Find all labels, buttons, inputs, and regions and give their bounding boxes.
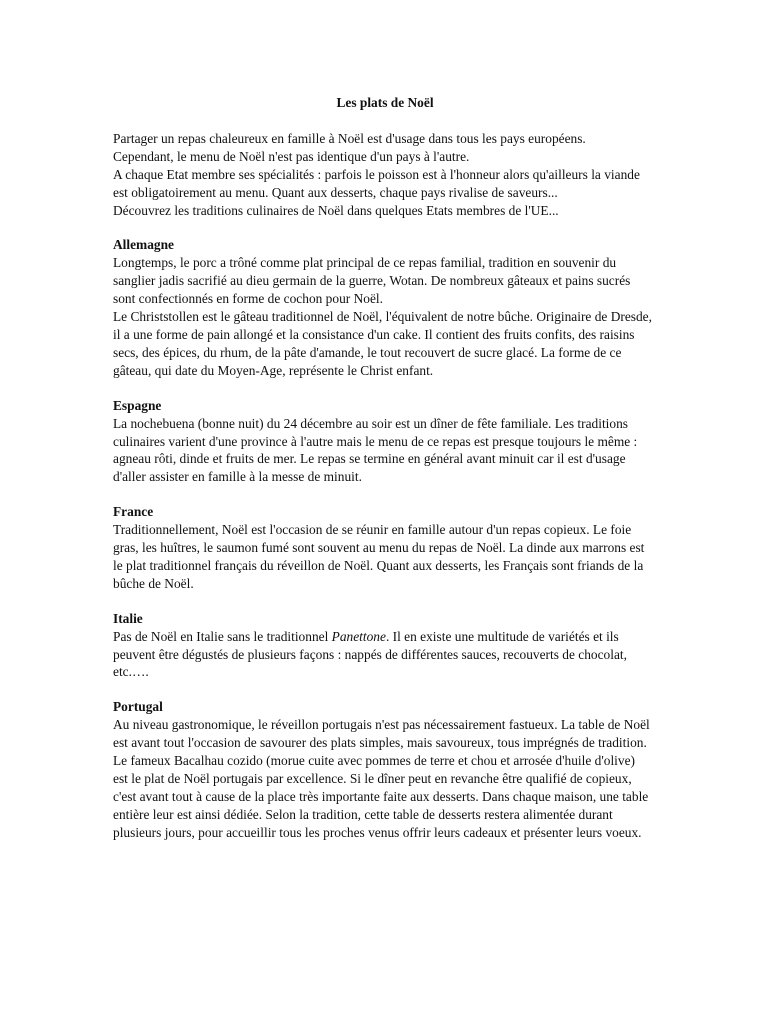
section-paragraph (113, 628, 653, 682)
section-heading: France (113, 504, 154, 520)
intro-block (113, 130, 653, 220)
document-title: Les plats de Noël (336, 95, 434, 110)
intro-paragraph: Partager un repas chaleureux en famille à Noël est d'usage dans tous les pays européens. (113, 130, 586, 146)
section-allemagne (113, 236, 653, 379)
section-heading: Italie (113, 610, 143, 626)
section-paragraph: Longtemps, le porc a trôné comme plat principal de ce repas familial, tradition en souvenir du sanglier jadis sacrifié au dieu germain de la guerre, Wotan. De nombreux gâteaux et pains sucrés sont confectionnés en forme de cochon pour Noël. (113, 255, 631, 307)
section-heading: Allemagne (113, 237, 174, 253)
section-italie (113, 610, 653, 682)
section-france (113, 503, 653, 593)
document-body (113, 94, 653, 842)
text-run: . Il en existe une multitude de variétés et ils peuvent être dégustés de plusieurs façons : nappés de différentes sauces, recouverts de chocolat, etc.…. (113, 628, 627, 680)
section-portugal (113, 698, 653, 841)
intro-paragraph: Découvrez les traditions culinaires de Noël dans quelques Etats membres de l'UE... (113, 202, 559, 218)
emphasized-term: Panettone (331, 628, 386, 644)
section-heading: Portugal (113, 699, 163, 715)
section-paragraph: La nochebuena (bonne nuit) du 24 décembre au soir est un dîner de fête familiale. Les traditions culinaires varient d'une province à l'autre mais le menu de ce repas est presque toujours le même : agneau rôti, dinde et fruits de mer. Le repas se termine en général avant minuit car il est d'usage d'aller assister en famille à la messe de minuit. (113, 415, 638, 485)
intro-paragraph: A chaque Etat membre ses spécialités : parfois le poisson est à l'honneur alors qu'ailleurs la viande est obligatoirement au menu. Quant aux desserts, chaque pays rivalise de saveurs... (113, 166, 640, 200)
text-run: Pas de Noël en Italie sans le traditionnel (113, 628, 332, 644)
intro-paragraph: Cependant, le menu de Noël n'est pas identique d'un pays à l'autre. (113, 148, 470, 164)
section-heading: Espagne (113, 397, 162, 413)
section-espagne (113, 397, 653, 487)
section-paragraph: Au niveau gastronomique, le réveillon portugais n'est pas nécessairement fastueux. La table de Noël est avant tout l'occasion de savourer des plats simples, mais savoureux, tous imprégnés de tradition. Le fameux Bacalhau cozido (morue cuite avec pommes de terre et chou et arrosée d'huile d'olive) est le plat de Noël portugais par excellence. Si le dîner peut en revanche être qualifié de copieux, c'est avant tout à cause de la place très importante faite aux desserts. Dans chaque maison, une table entière leur est ainsi dédiée. Selon la tradition, cette table de desserts restera alimentée durant plusieurs jours, pour accueillir tous les proches venus offrir leurs cadeaux et présenter leurs voeux. (113, 717, 650, 840)
section-paragraph: Traditionnellement, Noël est l'occasion de se réunir en famille autour d'un repas copieux. Le foie gras, les huîtres, le saumon fumé sont souvent au menu du repas de Noël. La dinde aux marrons est le plat traditionnel français du réveillon de Noël. Quant aux desserts, les Français sont friands de la bûche de Noël. (113, 522, 645, 591)
section-paragraph: Le Christstollen est le gâteau traditionnel de Noël, l'équivalent de notre bûche. Originaire de Dresde, il a une forme de pain allongé et la consistance d'un cake. Il contient des fruits confits, des raisins secs, des épices, du rhum, de la pâte d'amande, le tout recouvert de sucre glacé. La forme de ce gâteau, qui date du Moyen-Age, représente le Christ enfant. (113, 309, 652, 378)
